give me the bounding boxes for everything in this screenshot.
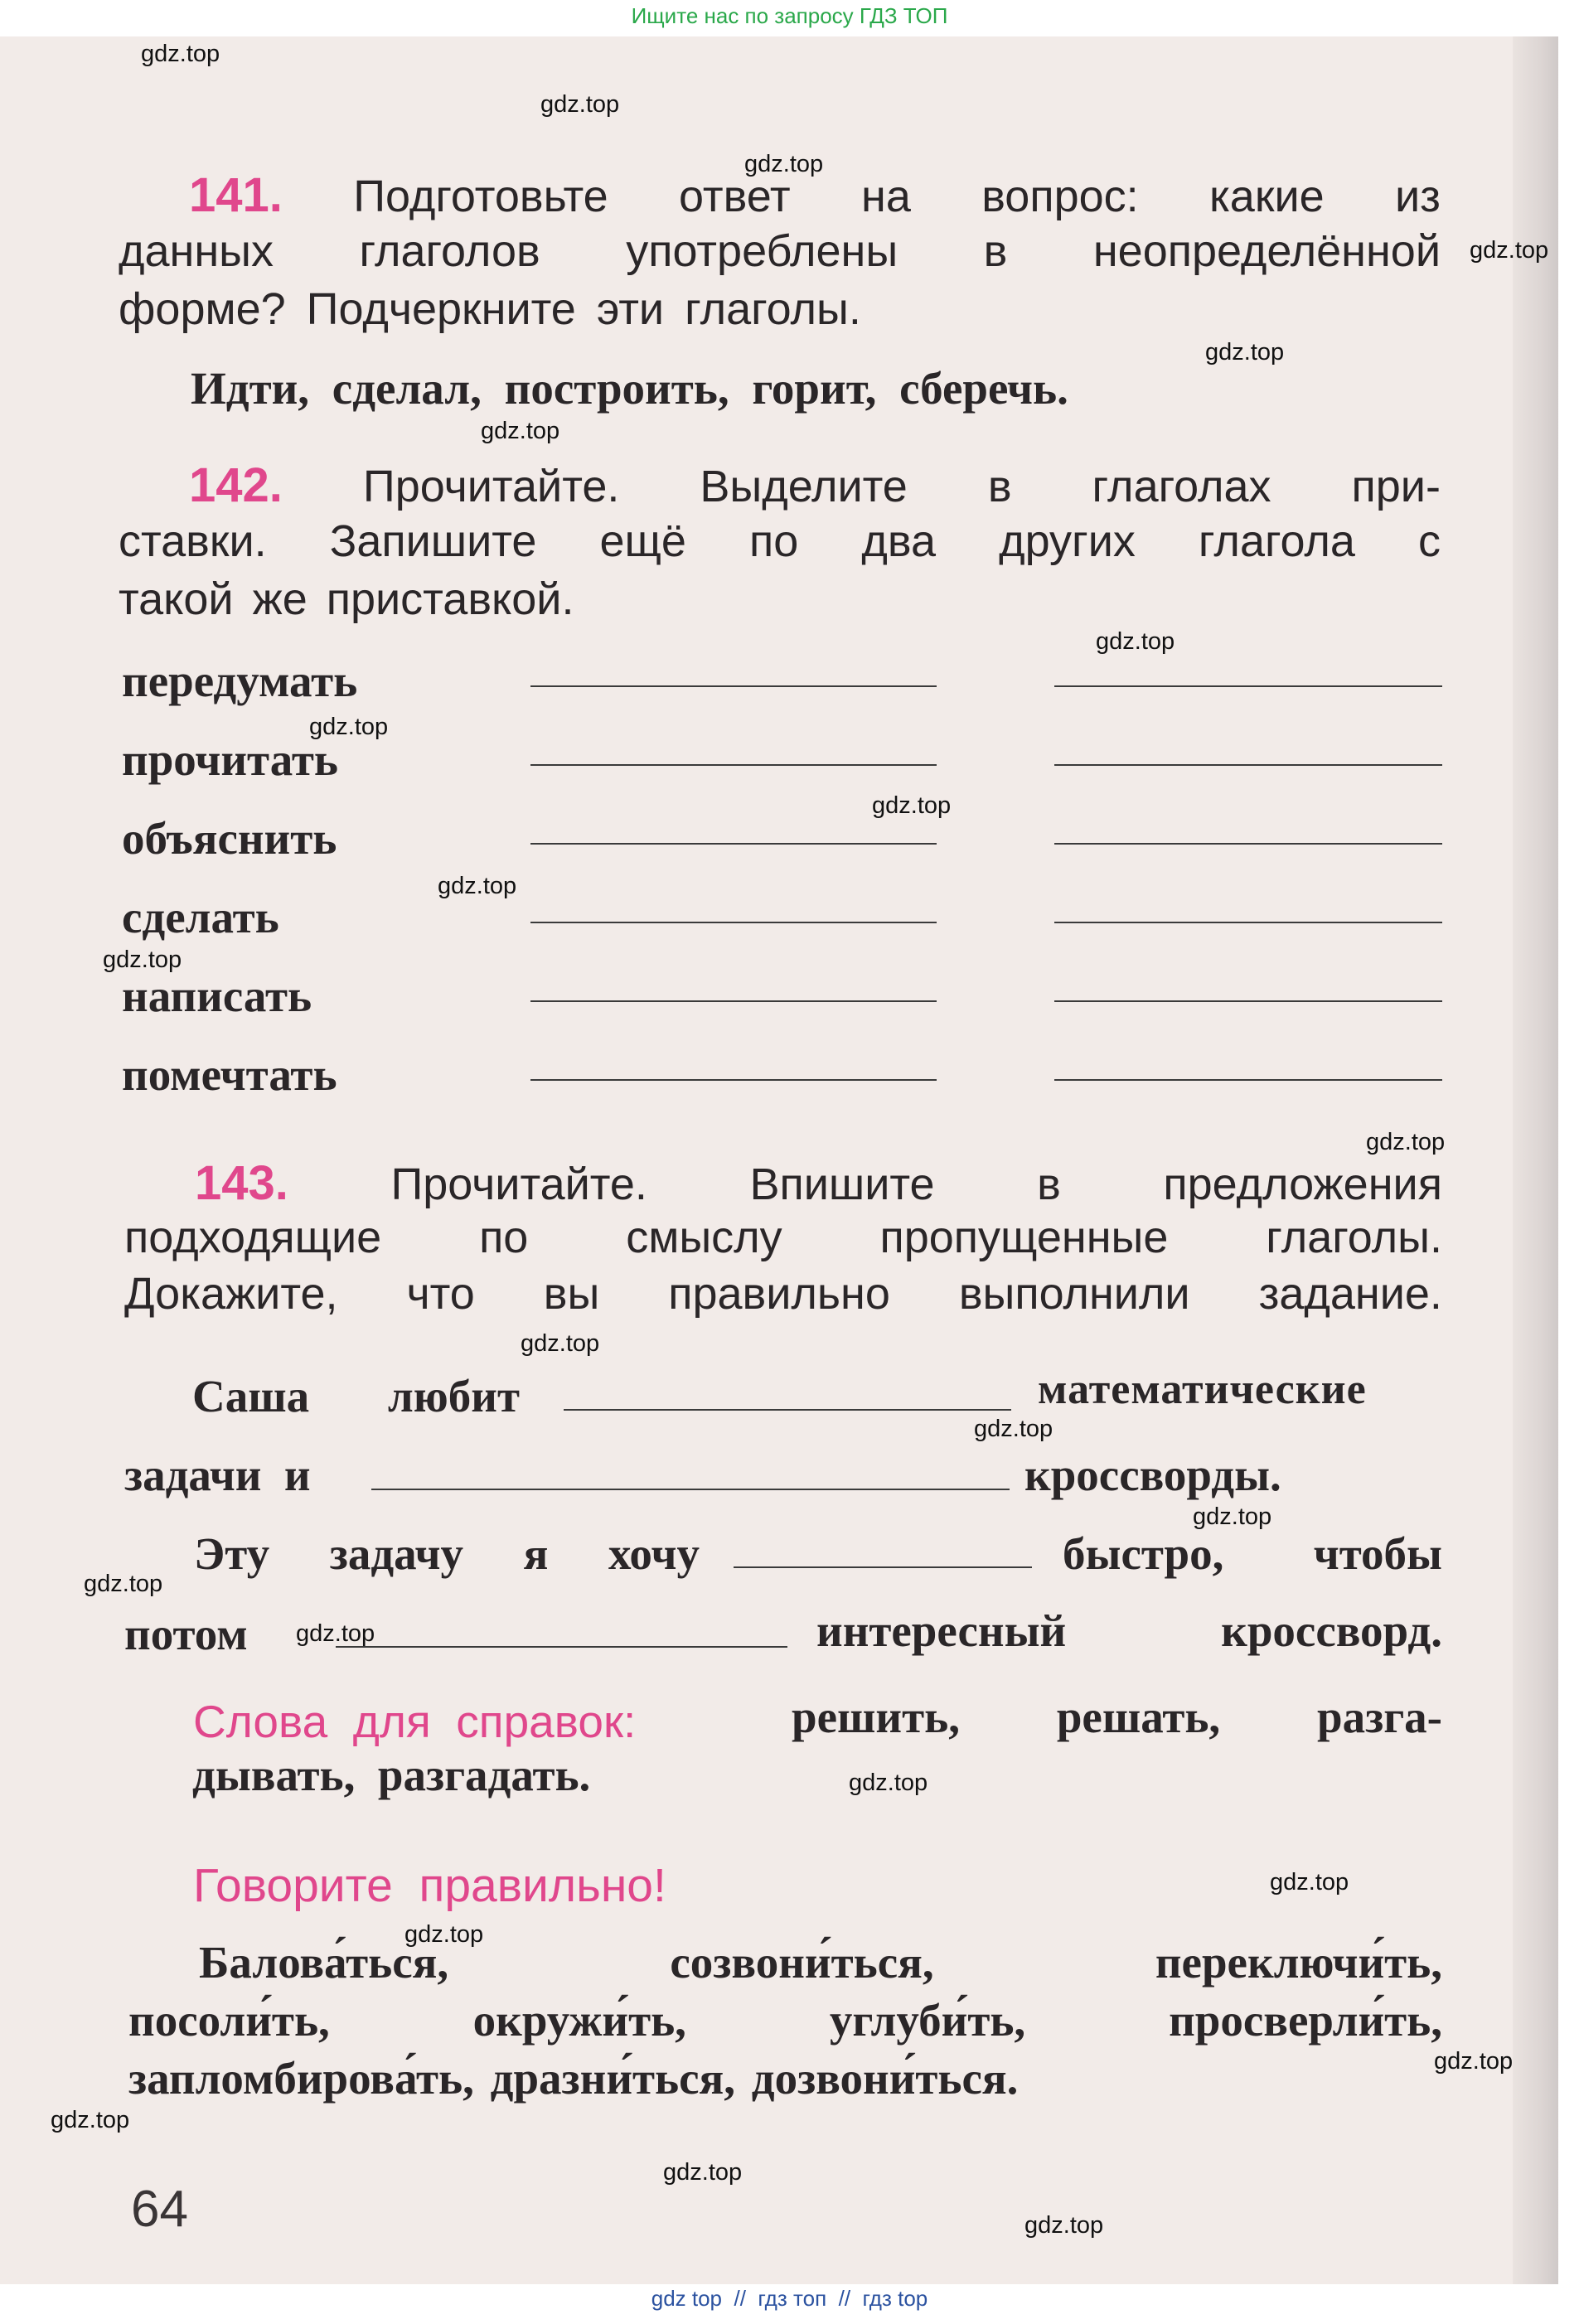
speak-word: просверли́ть, xyxy=(1169,1995,1442,2046)
ex143-s4b xyxy=(816,1605,1442,1657)
answer-line[interactable] xyxy=(1054,685,1442,687)
ex142-word-1: передумать xyxy=(122,656,358,706)
watermark: gdz.top xyxy=(1270,1869,1349,1896)
answer-line[interactable] xyxy=(1054,1000,1442,1002)
watermark: gdz.top xyxy=(849,1770,928,1796)
ex142-word-2: прочитать xyxy=(122,734,338,785)
ex142-word: по xyxy=(749,516,799,566)
watermark: gdz.top xyxy=(521,1330,600,1357)
ex143-word: Прочитайте. xyxy=(390,1160,647,1209)
watermark: gdz.top xyxy=(540,91,620,118)
watermark: gdz.top xyxy=(744,151,824,177)
watermark: gdz.top xyxy=(1434,2048,1514,2075)
ex143-ref-line1 xyxy=(792,1691,1442,1743)
ex143-word: в xyxy=(1037,1160,1061,1209)
ex143-word: Докажите, xyxy=(124,1269,338,1319)
ex142-word: при- xyxy=(1351,462,1441,511)
ex143-ref-line2: дывать, разгадать. xyxy=(192,1750,591,1800)
watermark: gdz.top xyxy=(1366,1129,1446,1155)
speak-word: переключи́ть, xyxy=(1155,1937,1442,1988)
ex143-word: что xyxy=(406,1269,475,1319)
ex142-word: ещё xyxy=(599,516,686,566)
ex143-word: чтобы xyxy=(1313,1528,1442,1579)
watermark: gdz.top xyxy=(309,714,389,740)
watermark: gdz.top xyxy=(481,418,560,444)
watermark: gdz.top xyxy=(51,2107,130,2133)
ex141-word: какие xyxy=(1208,172,1325,221)
bottom-banner: gdz top // гдз топ // гдз top xyxy=(651,2286,928,2311)
blank-line[interactable] xyxy=(336,1646,787,1648)
ex142-word: глагола xyxy=(1198,516,1355,566)
ex141-line3: форме? Подчеркните эти глаголы. xyxy=(119,284,861,334)
blank-line[interactable] xyxy=(564,1409,1011,1411)
ex143-ref-word: разга- xyxy=(1317,1692,1442,1742)
answer-line[interactable] xyxy=(530,1000,937,1002)
ex141-word: данных xyxy=(119,226,274,276)
speak-word: Балова́ться, xyxy=(199,1937,449,1988)
ex142-number: 142. xyxy=(189,458,283,512)
ex143-word: правильно xyxy=(668,1269,890,1319)
speak-word: созвони́ться, xyxy=(670,1937,934,1988)
answer-line[interactable] xyxy=(1054,764,1442,766)
ex142-word: глаголах xyxy=(1092,462,1271,511)
ex143-word: Впишите xyxy=(749,1160,935,1209)
ex143-word: хочу xyxy=(608,1528,700,1579)
ex143-ref-label: Слова для справок: xyxy=(193,1696,637,1747)
ex142-line3: такой же приставкой. xyxy=(119,574,574,624)
ex143-word: Эту xyxy=(194,1528,270,1579)
top-banner: Ищите нас по запросу ГДЗ ТОП xyxy=(631,3,948,28)
ex143-line3 xyxy=(124,1268,1442,1319)
answer-line[interactable] xyxy=(1054,1079,1442,1081)
ex143-word: задачу xyxy=(329,1528,463,1579)
ex143-line2 xyxy=(124,1212,1442,1263)
answer-line[interactable] xyxy=(530,685,937,687)
watermark: gdz.top xyxy=(103,947,182,973)
ex143-s4a: потом xyxy=(124,1609,248,1659)
ex143-s2b: кроссворды. xyxy=(1024,1450,1281,1500)
answer-line[interactable] xyxy=(530,1079,937,1081)
ex142-word-4: сделать xyxy=(122,892,279,942)
ex143-word: по xyxy=(479,1213,529,1262)
answer-line[interactable] xyxy=(1054,843,1442,845)
watermark: gdz.top xyxy=(1193,1503,1272,1530)
watermark: gdz.top xyxy=(663,2159,743,2186)
ex142-word-3: объяснить xyxy=(122,813,337,864)
blank-line[interactable] xyxy=(371,1489,1010,1490)
ex142-line1 xyxy=(189,458,1441,513)
speak-line1 xyxy=(199,1936,1442,1988)
watermark: gdz.top xyxy=(404,1921,484,1948)
ex142-word: два xyxy=(861,516,936,566)
ex141-word: неопределённой xyxy=(1092,226,1441,276)
ex143-word: я xyxy=(523,1528,549,1579)
ex143-line1 xyxy=(195,1155,1442,1211)
answer-line[interactable] xyxy=(530,843,937,845)
ex143-s3b xyxy=(1063,1528,1442,1580)
speak-word: окружи́ть, xyxy=(472,1995,686,2046)
ex143-word: пропущенные xyxy=(879,1213,1169,1262)
ex142-line2 xyxy=(119,516,1441,567)
ex141-line2 xyxy=(119,225,1441,277)
answer-line[interactable] xyxy=(1054,922,1442,923)
ex143-word: предложения xyxy=(1163,1160,1442,1209)
ex143-number: 143. xyxy=(195,1156,288,1210)
ex142-word: других xyxy=(999,516,1136,566)
watermark: gdz.top xyxy=(1024,2212,1104,2239)
ex143-ref-word: решать, xyxy=(1056,1692,1221,1742)
ex143-word: любит xyxy=(387,1371,520,1421)
watermark: gdz.top xyxy=(974,1416,1053,1442)
page-edge-shadow xyxy=(1513,36,1558,2284)
ex142-word: Запишите xyxy=(329,516,537,566)
ex142-word: с xyxy=(1417,516,1441,566)
ex143-s1a xyxy=(192,1370,520,1422)
answer-line[interactable] xyxy=(530,764,937,766)
ex143-word: вы xyxy=(543,1269,600,1319)
ex143-word: Саша xyxy=(192,1371,310,1421)
ex143-word: интересный xyxy=(816,1605,1067,1656)
ex141-word: в xyxy=(983,226,1008,276)
watermark: gdz.top xyxy=(1470,237,1549,264)
ex143-word: быстро, xyxy=(1063,1528,1224,1579)
speak-title: Говорите правильно! xyxy=(193,1859,666,1912)
speak-line2 xyxy=(128,1994,1442,2046)
watermark: gdz.top xyxy=(1096,628,1175,655)
ex141-word: вопрос: xyxy=(981,172,1139,221)
ex143-word: задание. xyxy=(1258,1269,1442,1319)
ex143-ref-word: решить, xyxy=(792,1692,960,1742)
ex143-word: кроссворд. xyxy=(1221,1605,1442,1656)
ex141-verbs: Идти, сделал, построить, горит, сберечь. xyxy=(191,363,1068,414)
page-number: 64 xyxy=(131,2181,188,2238)
ex141-number: 141. xyxy=(189,168,283,222)
ex142-word: Выделите xyxy=(700,462,908,511)
ex141-word: глаголов xyxy=(359,226,540,276)
ex143-s3a xyxy=(194,1528,700,1580)
speak-line3: запломбирова́ть, дразни́ться, дозвони́ться. xyxy=(128,2053,1019,2104)
ex143-s1b: математические xyxy=(1038,1366,1367,1413)
ex142-word: Прочитайте. xyxy=(362,462,620,511)
watermark: gdz.top xyxy=(872,792,952,819)
watermark: gdz.top xyxy=(296,1620,375,1647)
ex141-word: употреблены xyxy=(626,226,898,276)
ex141-word: ответ xyxy=(679,172,791,221)
ex142-word: в xyxy=(987,462,1012,511)
answer-line[interactable] xyxy=(530,922,937,923)
ex142-word-5: написать xyxy=(122,971,312,1021)
speak-word: углуби́ть, xyxy=(829,1995,1026,2046)
ex143-word: подходящие xyxy=(124,1213,382,1262)
watermark: gdz.top xyxy=(141,41,220,67)
ex143-word: смыслу xyxy=(626,1213,782,1262)
ex143-word: выполнили xyxy=(958,1269,1190,1319)
ex142-word-6: помечтать xyxy=(122,1049,337,1100)
ex142-word: ставки. xyxy=(119,516,267,566)
watermark: gdz.top xyxy=(84,1571,163,1597)
speak-word: посоли́ть, xyxy=(128,1995,330,2046)
ex141-word: из xyxy=(1395,172,1441,221)
watermark: gdz.top xyxy=(438,873,517,899)
ex143-word: глаголы. xyxy=(1266,1213,1442,1262)
watermark: gdz.top xyxy=(1205,339,1285,366)
ex141-word: на xyxy=(861,172,911,221)
blank-line[interactable] xyxy=(734,1566,1032,1568)
ex141-word: Подготовьте xyxy=(353,172,608,221)
ex143-s2a: задачи и xyxy=(124,1450,311,1500)
